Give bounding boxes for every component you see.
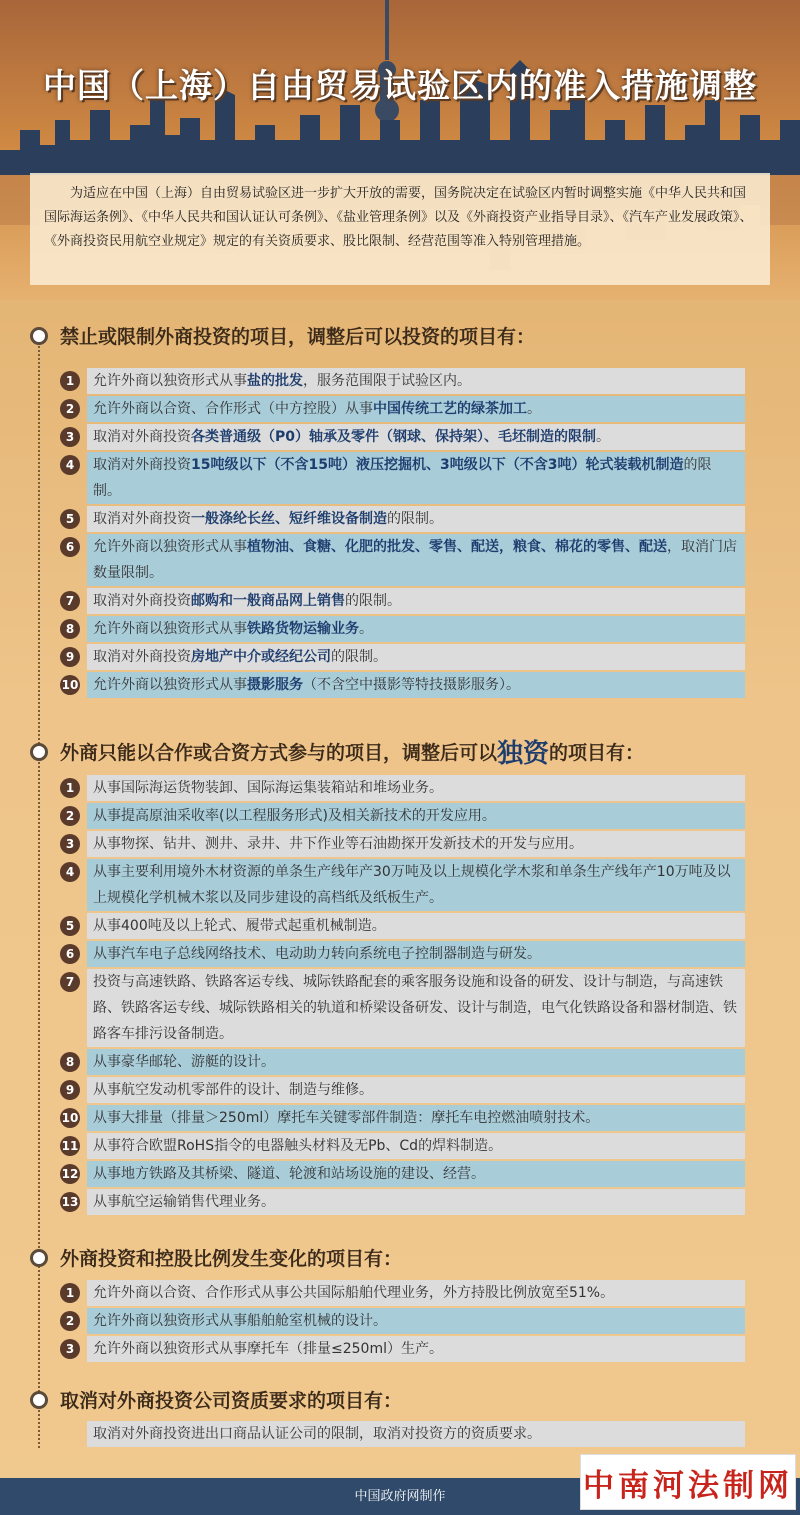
item-number-badge: 4 [60, 862, 80, 882]
item-number-badge: 6 [60, 944, 80, 964]
list-item [60, 1189, 745, 1215]
list-item [60, 1336, 745, 1362]
item-number-badge: 3 [60, 427, 80, 447]
item-number-badge: 9 [60, 647, 80, 667]
item-text [87, 775, 745, 801]
list-item [60, 616, 745, 642]
item-text [87, 424, 745, 450]
list-item [87, 1421, 745, 1447]
plain-text: 允许外商以独资形式从事船舶舱室机械的设计。 [93, 1313, 387, 1329]
highlight-text: 15吨级以下（不含15吨）液压挖掘机、3吨级以下（不含3吨）轮式装载机制造 [191, 457, 684, 473]
plain-text: 从事航空发动机零部件的设计、制造与维修。 [93, 1082, 373, 1098]
plain-text: 的限制。 [345, 593, 401, 609]
section-title: 外商投资和控股比例发生变化的项目有： [60, 1248, 403, 1270]
item-text [87, 1049, 745, 1075]
list-item [60, 588, 745, 614]
plain-text: 从事豪华邮轮、游艇的设计。 [93, 1054, 275, 1070]
plain-text: 投资与高速铁路、铁路客运专线、城际铁路配套的乘客服务设施和设备的研发、设计与制造，与高速铁路、铁路客运专线、城际铁路相关的轨道和桥梁设备研发、设计与制造，电气化铁路设备和器材制造、铁路客车排污设备制造。 [93, 974, 737, 1042]
item-number-badge: 5 [60, 916, 80, 936]
highlight-text: 各类普通级（P0）轴承及零件（钢球、保持架）、毛坯制造的限制 [191, 429, 597, 445]
highlight-text: 中国传统工艺的绿茶加工 [373, 401, 527, 417]
plain-text: 允许外商以合资、合作形式（中方控股）从事 [93, 401, 373, 417]
item-text [87, 396, 745, 422]
item-number-badge: 3 [60, 834, 80, 854]
item-text [87, 1189, 745, 1215]
plain-text: 允许外商以独资形式从事 [93, 373, 247, 389]
item-number-badge: 4 [60, 455, 80, 475]
plain-text: ，服务范围限于试验区内。 [303, 373, 471, 389]
plain-text: 的限制。 [387, 511, 443, 527]
page-title: 中国（上海）自由贸易试验区内的准入措施调整 [43, 66, 757, 105]
highlight-text: 植物油、食糖、化肥的批发、零售、配送，粮食、棉花的零售、配送 [247, 539, 667, 555]
list-item [60, 803, 745, 829]
section-heading-2 [30, 733, 644, 770]
item-text [87, 969, 745, 1047]
timeline-line [38, 330, 40, 1448]
timeline-dot-icon [30, 1249, 48, 1267]
item-number-badge: 1 [60, 778, 80, 798]
item-text [87, 672, 745, 698]
item-number-badge: 12 [60, 1164, 80, 1184]
timeline-dot-icon [30, 743, 48, 761]
item-text [87, 1077, 745, 1103]
plain-text: 从事物探、钻井、测井、录井、井下作业等石油勘探开发新技术的开发与应用。 [93, 836, 583, 852]
item-text [87, 831, 745, 857]
plain-text: 取消对外商投资进出口商品认证公司的限制，取消对投资方的资质要求。 [93, 1426, 541, 1442]
item-text [87, 452, 745, 504]
plain-text: ，取消门店数量限制。 [93, 539, 737, 581]
highlight-text: 摄影服务 [247, 677, 303, 693]
item-text [87, 368, 745, 394]
list-item [60, 969, 745, 1047]
item-text [87, 1105, 745, 1131]
section-heading-3 [30, 1244, 402, 1271]
item-text [87, 1161, 745, 1187]
item-number-badge: 6 [60, 537, 80, 557]
item-number-badge: 8 [60, 619, 80, 639]
plain-text: 取消对外商投资 [93, 429, 191, 445]
item-number-badge: 11 [60, 1136, 80, 1156]
item-text [87, 941, 745, 967]
plain-text: 允许外商以独资形式从事 [93, 677, 247, 693]
watermark-logo: 中南河法制网 [580, 1454, 796, 1510]
highlight-text: 房地产中介或经纪公司 [191, 649, 331, 665]
section-list-3 [60, 1280, 745, 1364]
plain-text: 取消对外商投资 [93, 593, 191, 609]
list-item [60, 396, 745, 422]
item-number-badge: 3 [60, 1339, 80, 1359]
item-text [87, 1280, 745, 1306]
list-item [60, 452, 745, 504]
item-text [87, 506, 745, 532]
section-title-pre: 外商只能以合作或合资方式参与的项目，调整后可以 [60, 742, 498, 764]
plain-text: 。 [596, 429, 611, 445]
section-heading-4 [30, 1386, 402, 1413]
item-text [87, 534, 745, 586]
list-item [60, 1308, 745, 1334]
plain-text: 允许外商以合资、合作形式从事公共国际船舶代理业务，外方持股比例放宽至51%。 [93, 1285, 615, 1301]
plain-text: 从事地方铁路及其桥梁、隧道、轮渡和站场设施的建设、经营。 [93, 1166, 485, 1182]
item-text [87, 1133, 745, 1159]
section-list-1 [60, 368, 745, 700]
plain-text: 的限制。 [331, 649, 387, 665]
plain-text: 从事400吨及以上轮式、履带式起重机械制造。 [93, 918, 386, 934]
list-item [60, 672, 745, 698]
plain-text: 的限制。 [93, 457, 712, 499]
item-text [87, 1336, 745, 1362]
list-item [60, 1161, 745, 1187]
item-number-badge: 10 [60, 1108, 80, 1128]
timeline-dot-icon [30, 1391, 48, 1409]
plain-text: （不含空中摄影等特技摄影服务）。 [303, 677, 520, 693]
item-number-badge: 7 [60, 972, 80, 992]
plain-text: 允许外商以独资形式从事 [93, 621, 247, 637]
highlight-text: 一般涤纶长丝、短纤维设备制造 [191, 511, 387, 527]
item-text [87, 1421, 745, 1447]
list-item [60, 1077, 745, 1103]
plain-text: 。 [359, 621, 373, 637]
list-item [60, 1049, 745, 1075]
plain-text: 从事汽车电子总线网络技术、电动助力转向系统电子控制器制造与研发。 [93, 946, 541, 962]
item-number-badge: 13 [60, 1192, 80, 1212]
list-item [60, 534, 745, 586]
item-number-badge: 2 [60, 399, 80, 419]
plain-text: 从事主要利用境外木材资源的单条生产线年产30万吨及以上规模化学木浆和单条生产线年产10万吨及以上规模化学机械木浆以及同步建设的高档纸及纸板生产。 [93, 864, 731, 906]
plain-text: 允许外商以独资形式从事摩托车（排量≤250ml）生产。 [93, 1341, 443, 1357]
item-number-badge: 7 [60, 591, 80, 611]
plain-text: 从事提高原油采收率(以工程服务形式)及相关新技术的开发应用。 [93, 808, 496, 824]
item-text [87, 616, 745, 642]
section-title: 禁止或限制外商投资的项目，调整后可以投资的项目有： [60, 326, 536, 348]
item-text [87, 803, 745, 829]
list-item [60, 506, 745, 532]
item-number-badge: 1 [60, 371, 80, 391]
intro-paragraph: 为适应在中国（上海）自由贸易试验区进一步扩大开放的需要，国务院决定在试验区内暂时调整实施《中华人民共和国国际海运条例》、《中华人民共和国认证认可条例》、《盐业管理条例》以及《外商投资产业指导目录》、《汽车产业发展政策》、《外商投资民用航空业规定》规定的有关资质要求、股比限制、经营范围等准入特别管理措施。 [30, 173, 770, 285]
item-number-badge: 8 [60, 1052, 80, 1072]
list-item [60, 941, 745, 967]
list-item [60, 831, 745, 857]
plain-text: 取消对外商投资 [93, 511, 191, 527]
item-number-badge: 1 [60, 1283, 80, 1303]
plain-text: 从事大排量（排量＞250ml）摩托车关键零部件制造：摩托车电控燃油喷射技术。 [93, 1110, 600, 1126]
plain-text: 取消对外商投资 [93, 649, 191, 665]
list-item [60, 775, 745, 801]
plain-text: 从事符合欧盟RoHS指令的电器触头材料及无Pb、Cd的焊料制造。 [93, 1138, 503, 1154]
list-item [60, 913, 745, 939]
item-text [87, 859, 745, 911]
plain-text: 允许外商以独资形式从事 [93, 539, 247, 555]
highlight-text: 邮购和一般商品网上销售 [191, 593, 345, 609]
list-item [60, 368, 745, 394]
list-item [60, 644, 745, 670]
list-item [60, 1280, 745, 1306]
plain-text: 从事国际海运货物装卸、国际海运集装箱站和堆场业务。 [93, 780, 443, 796]
section-title: 取消对外商投资公司资质要求的项目有： [60, 1390, 403, 1412]
list-item [60, 1105, 745, 1131]
list-item [60, 424, 745, 450]
item-text [87, 644, 745, 670]
section-title-emphasis: 独资 [497, 739, 550, 769]
item-number-badge: 2 [60, 1311, 80, 1331]
highlight-text: 铁路货物运输业务 [247, 621, 359, 637]
section-heading-1 [30, 322, 535, 349]
plain-text: 。 [527, 401, 541, 417]
list-item [60, 859, 745, 911]
item-number-badge: 5 [60, 509, 80, 529]
section-title-post: 的项目有： [549, 742, 645, 764]
timeline-dot-icon [30, 327, 48, 345]
item-text [87, 588, 745, 614]
item-number-badge: 10 [60, 675, 80, 695]
footer-credit: 中国政府网制作 [0, 1478, 800, 1515]
item-text [87, 913, 745, 939]
section-list-2 [60, 775, 745, 1217]
item-text [87, 1308, 745, 1334]
item-number-badge: 2 [60, 806, 80, 826]
highlight-text: 盐的批发 [247, 373, 303, 389]
plain-text: 取消对外商投资 [93, 457, 191, 473]
plain-text: 从事航空运输销售代理业务。 [93, 1194, 275, 1210]
item-number-badge: 9 [60, 1080, 80, 1100]
section-list-4 [60, 1421, 745, 1449]
list-item [60, 1133, 745, 1159]
